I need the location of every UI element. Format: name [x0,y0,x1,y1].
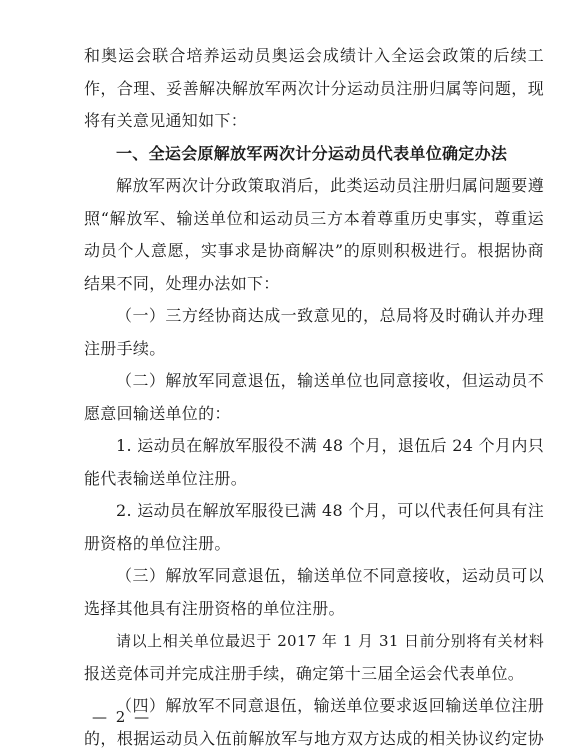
text-line: 选择其他具有注册资格的单位注册。 [84,593,544,626]
text-line: （三）解放军同意退伍，输送单位不同意接收，运动员可以 [84,560,544,593]
text-line: 照“解放军、输送单位和运动员三方本着尊重历史事实，尊重运 [84,203,544,236]
text-line: 解放军两次计分政策取消后，此类运动员注册归属问题要遵 [84,170,544,203]
text-line: 动员个人意愿，实事求是协商解决”的原则积极进行。根据协商 [84,235,544,268]
text-line: 请以上相关单位最迟于 2017 年 1 月 31 日前分别将有关材料 [84,625,544,658]
text-line: 作，合理、妥善解决解放军两次计分运动员注册归属等问题，现 [84,73,544,106]
text-line: （一）三方经协商达成一致意见的，总局将及时确认并办理 [84,300,544,333]
text-line: 注册手续。 [84,333,544,366]
text-line: 和奥运会联合培养运动员奥运会成绩计入全运会政策的后续工 [84,40,544,73]
page-number: — 2 — [92,707,151,727]
text-line: 将有关意见通知如下： [84,105,544,138]
text-line: 能代表输送单位注册。 [84,463,544,496]
text-line: 2. 运动员在解放军服役已满 48 个月，可以代表任何具有注 [84,495,544,528]
text-line: （二）解放军同意退伍，输送单位也同意接收，但运动员不 [84,365,544,398]
text-line: 愿意回输送单位的： [84,398,544,431]
text-line: 1. 运动员在解放军服役不满 48 个月，退伍后 24 个月内只 [84,430,544,463]
text-line: 报送竞体司并完成注册手续，确定第十三届全运会代表单位。 [84,658,544,691]
section-heading: 一、全运会原解放军两次计分运动员代表单位确定办法 [84,138,544,171]
text-line: 结果不同，处理办法如下： [84,268,544,301]
text-line: （四）解放军不同意退伍，输送单位要求返回输送单位注册 [84,690,544,723]
text-line: 册资格的单位注册。 [84,528,544,561]
text-line: 的，根据运动员入伍前解放军与地方双方达成的相关协议约定协 [84,723,544,755]
body-text [84,40,544,755]
